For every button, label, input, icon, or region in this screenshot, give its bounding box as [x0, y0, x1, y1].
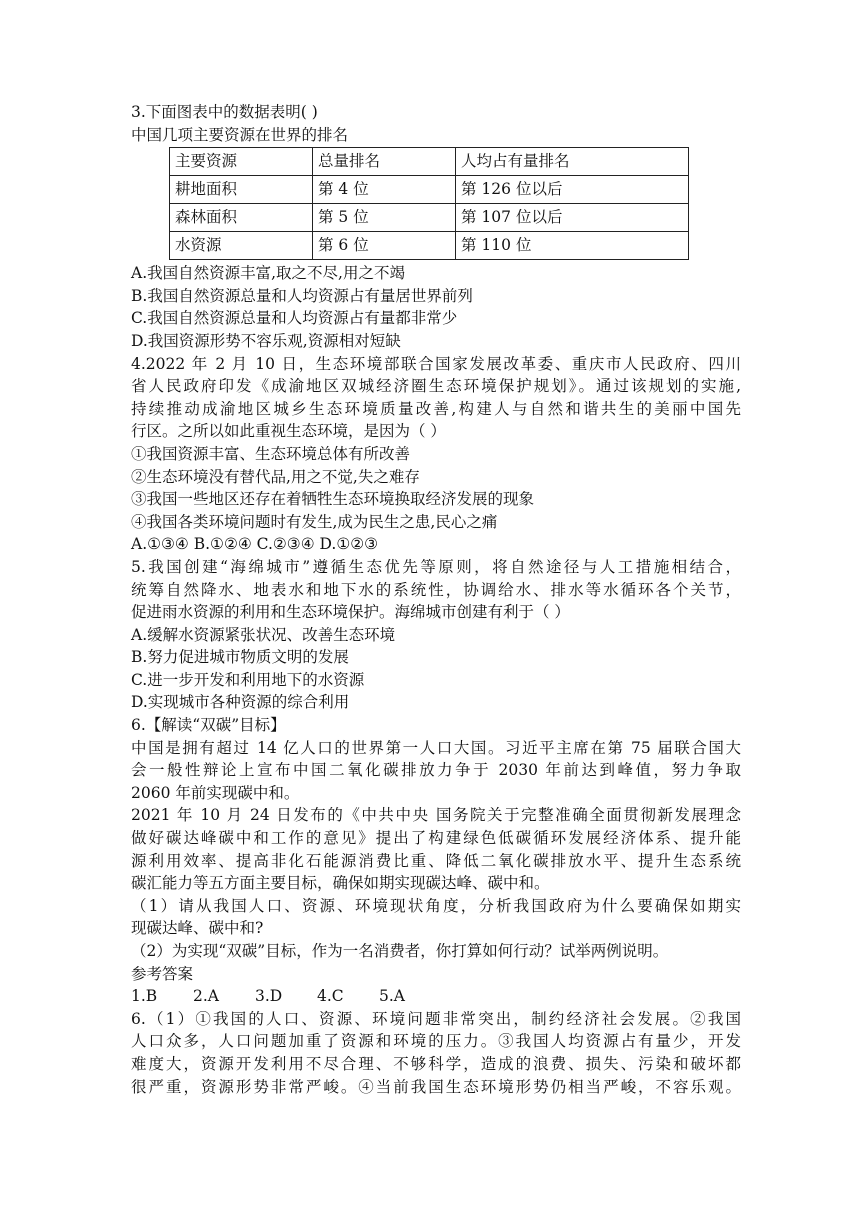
q3-option-d: D.我国资源形势不容乐观,资源相对短缺: [131, 331, 401, 350]
q4-item: ②生态环境没有替代品,用之不觉,失之难存: [131, 467, 420, 486]
table-cell: 第 5 位: [313, 204, 456, 232]
q5-option-a: A.缓解水资源紧张状况、改善生态环境: [131, 625, 396, 644]
q6-sub2: （2）为实现“双碳”目标，作为一名消费者，你打算如何行动？试举两例说明。: [131, 942, 669, 960]
q6-para2-line: 源利用效率、提高非化石能源消费比重、降低二氧化碳排放水平、提升生态系统: [131, 851, 741, 870]
q6-para1-line: 2060 年前实现碳中和。: [131, 783, 300, 802]
resource-ranking-table: [169, 147, 689, 260]
q4-stem-line: 持续推动成渝地区城乡生态环境质量改善,构建人与自然和谐共生的美丽中国先: [131, 399, 741, 418]
table-cell: 水资源: [170, 232, 313, 260]
table-cell: 第 107 位以后: [456, 204, 689, 232]
answers-choices: [131, 985, 741, 1008]
table-cell: 第 4 位: [313, 176, 456, 204]
q5-option-c: C.进一步开发和利用地下的水资源: [131, 670, 365, 689]
table-header-row: [170, 148, 689, 176]
table-header-cell: 主要资源: [170, 148, 313, 176]
q4-stem-line: 行区。之所以如此重视生态环境，是因为（ ）: [131, 422, 446, 441]
answer-item: 5.A: [379, 987, 405, 1006]
q4-item: ③我国一些地区还存在着牺牲生态环境换取经济发展的现象: [131, 490, 535, 509]
q4-item: ④我国各类环境问题时有发生,成为民生之患,民心之痛: [131, 512, 498, 531]
table-title: 中国几项主要资源在世界的排名: [131, 125, 349, 144]
q6-para2-line: 2021 年 10 月 24 日发布的《中共中央 国务院关于完整准确全面贯彻新发展理念: [131, 806, 741, 825]
q4-stem-line: 4.2022 年 2 月 10 日，生态环境部联合国家发展改革委、重庆市人民政府、四川: [131, 354, 741, 373]
table-row: [170, 204, 689, 232]
answers-heading: 参考答案: [131, 964, 194, 983]
answer-q6-line: 难度大，资源开发利用不尽合理、不够科学，造成的浪费、损失、污染和破坏都: [131, 1054, 741, 1073]
answer-item: 4.C: [317, 987, 344, 1006]
answer-q6-line: 人口众多，人口问题加重了资源和环境的压力。③我国人均资源占有量少，开发: [131, 1032, 741, 1051]
answer-item: 2.A: [193, 987, 219, 1006]
q6-heading: 6.【解读“双碳”目标】: [131, 716, 286, 735]
answer-q6-line: 6.（1）①我国的人口、资源、环境问题非常突出，制约经济社会发展。②我国: [131, 1009, 741, 1028]
answer-item: 1.B: [131, 987, 158, 1006]
q3-stem: 3.下面图表中的数据表明( ): [131, 103, 318, 121]
table-header-cell: 总量排名: [313, 148, 456, 176]
q6-sub1-line: （1）请从我国人口、资源、环境现状角度，分析我国政府为什么要确保如期实: [131, 896, 741, 915]
document-page: [131, 101, 741, 1098]
q6-para1-line: 中国是拥有超过 14 亿人口的世界第一人口大国。习近平主席在第 75 届联合国大: [131, 738, 741, 757]
table-row: [170, 176, 689, 204]
q6-para2-line: 碳汇能力等五方面主要目标，确保如期实现碳达峰、碳中和。: [131, 874, 550, 893]
q6-para2-line: 做好碳达峰碳中和工作的意见》提出了构建绿色低碳循环发展经济体系、提升能: [131, 829, 741, 848]
q4-item: ①我国资源丰富、生态环境总体有所改善: [131, 444, 411, 463]
table-cell: 第 6 位: [313, 232, 456, 260]
table-row: [170, 232, 689, 260]
table-cell: 第 126 位以后: [456, 176, 689, 204]
q4-stem-line: 省人民政府印发《成渝地区双城经济圈生态环境保护规划》。通过该规划的实施,: [131, 377, 741, 396]
answer-item: 3.D: [255, 987, 283, 1006]
q6-sub1-line: 现碳达峰、碳中和?: [131, 919, 264, 938]
q3-option-b: B.我国自然资源总量和人均资源占有量居世界前列: [131, 286, 473, 305]
table-cell: 森林面积: [170, 204, 313, 232]
answer-q6-line: 很严重，资源形势非常严峻。④当前我国生态环境形势仍相当严峻，不容乐观。: [131, 1077, 741, 1096]
q6-para1-line: 会一般性辩论上宣布中国二氧化碳排放力争于 2030 年前达到峰值，努力争取: [131, 761, 741, 780]
table-header-cell: 人均占有量排名: [456, 148, 689, 176]
q5-option-b: B.努力促进城市物质文明的发展: [131, 648, 349, 667]
table-cell: 耕地面积: [170, 176, 313, 204]
q5-stem-line: 促进雨水资源的利用和生态环境保护。海绵城市创建有利于（ ）: [131, 603, 570, 622]
q4-options: A.①③④ B.①②④ C.②③④ D.①②③: [131, 535, 379, 554]
q3-option-c: C.我国自然资源总量和人均资源占有量都非常少: [131, 309, 458, 328]
q5-stem-line: 5.我国创建“海绵城市”遵循生态优先等原则，将自然途径与人工措施相结合，: [131, 557, 741, 576]
q3-option-a: A.我国自然资源丰富,取之不尽,用之不竭: [131, 264, 405, 283]
table-cell: 第 110 位: [456, 232, 689, 260]
q5-option-d: D.实现城市各种资源的综合利用: [131, 693, 350, 712]
q5-stem-line: 统筹自然降水、地表水和地下水的系统性，协调给水、排水等水循环各个关节，: [131, 580, 741, 599]
